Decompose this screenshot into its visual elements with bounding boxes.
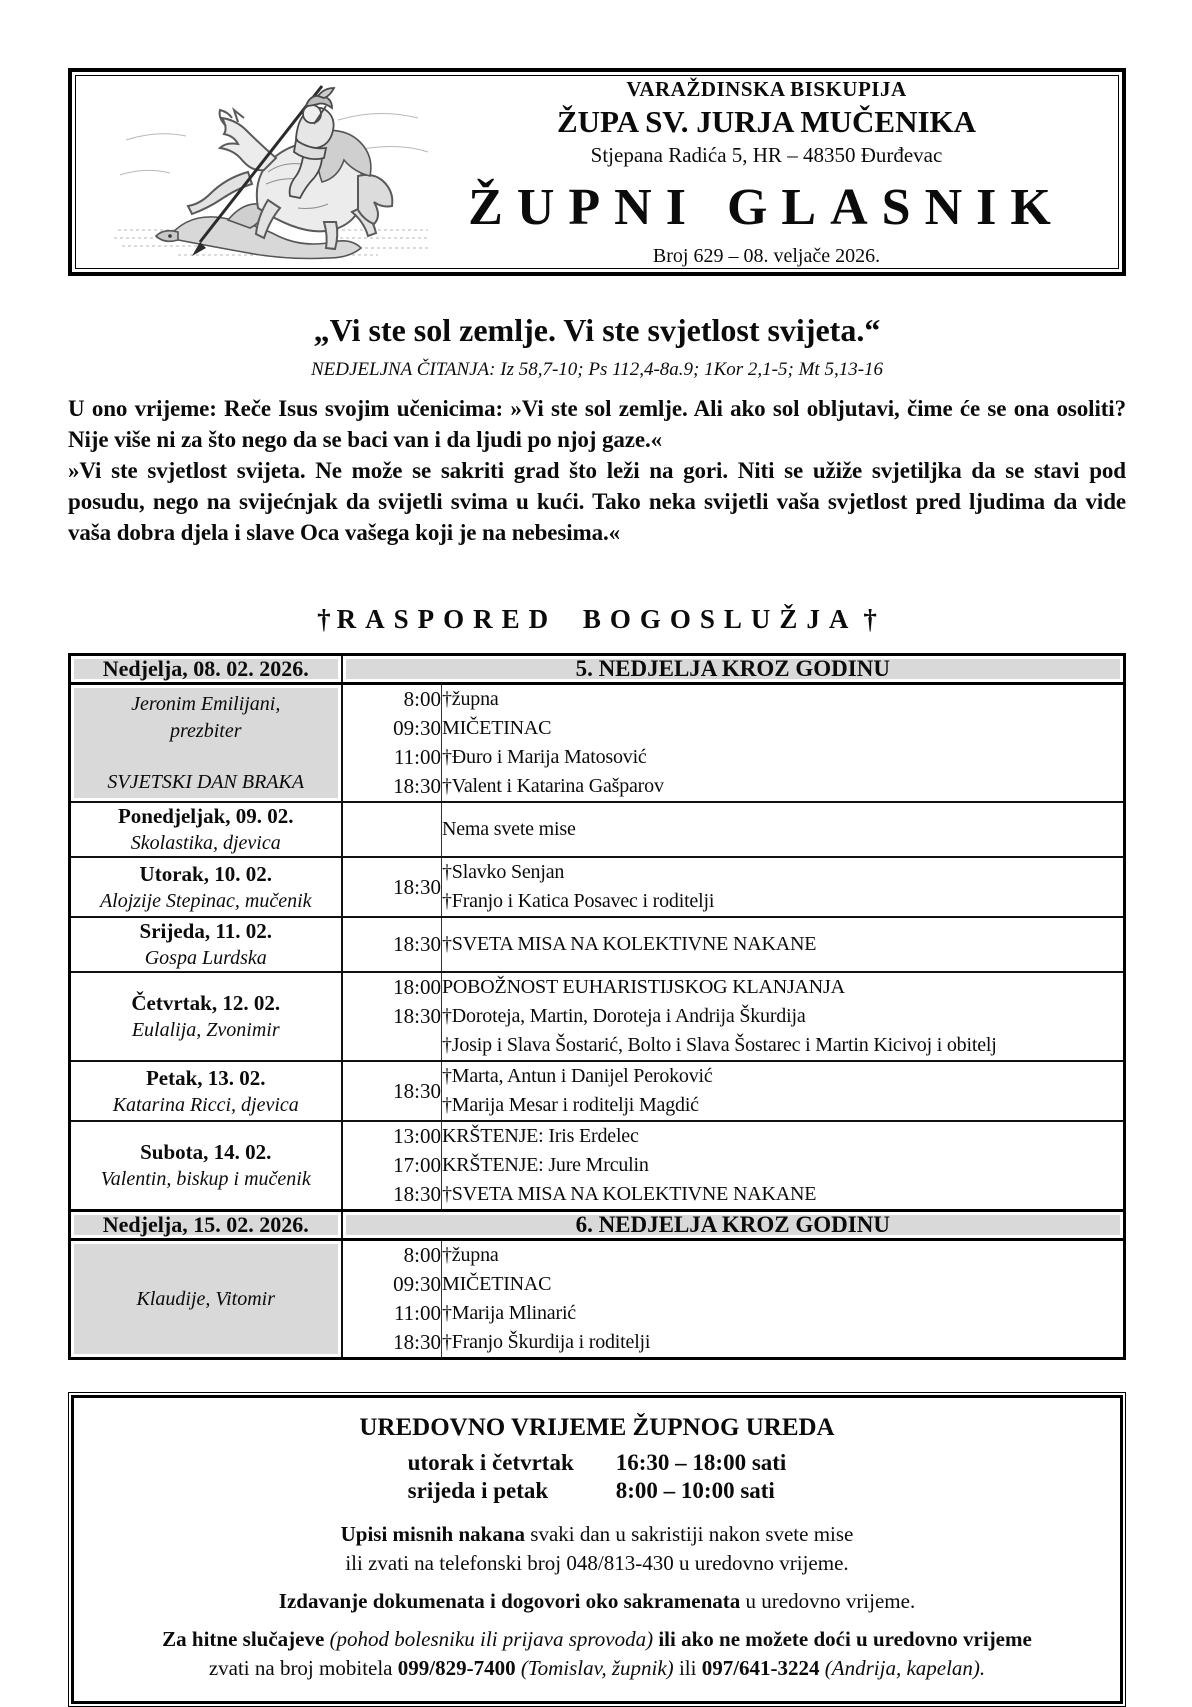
- note-segment: (pohod bolesniku ili prijava sprovoda): [329, 1627, 654, 1651]
- saint-name: Eulalija, Zvonimir: [131, 1019, 280, 1041]
- mass-time: 8:00: [403, 687, 441, 711]
- office-note: [104, 1654, 1090, 1683]
- time-cell: [342, 857, 442, 917]
- time-cell: [342, 1240, 442, 1359]
- date-cell: [70, 1240, 342, 1359]
- schedule-heading: [68, 604, 1126, 635]
- date-cell: [70, 972, 342, 1061]
- schedule-table: [68, 653, 1126, 1360]
- dagger-icon-left: †: [317, 604, 331, 634]
- section-title: 6. NEDJELJA KROZ GODINU: [342, 1211, 1125, 1240]
- intent-cell: [442, 1061, 1125, 1121]
- intent-cell: [442, 857, 1125, 917]
- saint-name: Alojzije Stepinac, mučenik: [99, 889, 312, 912]
- saint-name: Valentin, biskup i mučenik: [100, 1168, 311, 1190]
- day-row: [70, 1121, 1125, 1211]
- saint-name: Katarina Ricci, djevica: [112, 1093, 299, 1116]
- intent-cell: [442, 1240, 1125, 1359]
- mass-time: 09:30: [393, 716, 441, 740]
- day-row: [70, 684, 1125, 803]
- time-cell: [342, 972, 442, 1061]
- gospel-paragraph-1: U ono vrijeme: Reče Isus svojim učenicima: »Vi ste sol zemlje. Ali ako sol obljutavi, čime će se ona osoliti? Nije više ni za što nego da se baci van i da ljudi po njoj gaze.«: [68, 396, 1126, 452]
- day-date: Petak, 13. 02.: [145, 1065, 266, 1090]
- note-segment: ili ako ne možete doći u uredovno vrijeme: [653, 1627, 1032, 1651]
- section-date: Nedjelja, 08. 02. 2026.: [70, 655, 342, 684]
- intent-cell: [442, 1121, 1125, 1211]
- office-note: [104, 1587, 1090, 1616]
- bulletin-title: ŽUPNI GLASNIK: [468, 178, 1065, 236]
- date-cell: [70, 684, 342, 803]
- gospel-section: [68, 312, 1126, 548]
- day-row: [70, 917, 1125, 972]
- schedule-table-body: [70, 655, 1125, 1359]
- office-box-inner: [71, 1395, 1123, 1704]
- mass-time: 13:00: [393, 1124, 441, 1148]
- mass-intention: †SVETA MISA NA KOLEKTIVNE NAKANE: [442, 933, 817, 955]
- time-cell: [342, 917, 442, 972]
- note-segment: Izdavanje dokumenata i dogovori oko sakramenata: [278, 1589, 741, 1613]
- dagger-icon-right: †: [863, 604, 877, 634]
- note-segment: 097/641-3224: [701, 1656, 820, 1680]
- issue-line: Broj 629 – 08. veljače 2026.: [652, 244, 881, 267]
- day-row: [70, 1061, 1125, 1121]
- note-segment: 099/829-7400: [397, 1656, 516, 1680]
- date-cell: [70, 857, 342, 917]
- day-date: Srijeda, 11. 02.: [139, 919, 272, 943]
- saint-name: prezbiter: [170, 720, 242, 742]
- mass-time: 18:30: [393, 1078, 441, 1103]
- mass-time: 18:30: [393, 1182, 441, 1206]
- mass-time: 18:00: [393, 975, 441, 999]
- date-cell: [70, 917, 342, 972]
- day-date: Ponedjeljak, 09. 02.: [117, 804, 294, 828]
- gospel-paragraph-2: »Vi ste svjetlost svijeta. Ne može se sakriti grad što leži na gori. Niti se užiže svjetiljka da se stavi pod posudu, nego na svijećnjak da svijetli svima u kući. Tako neka svijetli vaša svjetlost pred ljudima da vide vaša dobra djela i slave Oca vašega koji je na nebesima.«: [68, 458, 1126, 545]
- intent-cell: [442, 684, 1125, 803]
- saint-name: Jeronim Emilijani,: [131, 693, 281, 715]
- time-cell: [342, 1121, 442, 1211]
- date-cell: [70, 1061, 342, 1121]
- note-segment: ili zvati na telefonski broj 048/813-430 u uredovno vrijeme.: [345, 1551, 849, 1575]
- mass-intention: †Josip i Slava Šostarić, Bolto i Slava Šostarec i Martin Kicivoj i obitelj: [442, 1034, 997, 1056]
- day-date: Utorak, 10. 02.: [139, 861, 272, 886]
- mass-intention: Nema svete mise: [442, 818, 576, 840]
- day-row: [70, 857, 1125, 917]
- intent-cell: [442, 917, 1125, 972]
- note-segment: u uredovno vrijeme.: [740, 1589, 916, 1613]
- mass-intention: MIČETINAC: [442, 1273, 552, 1295]
- saint-name: Klaudije, Vitomir: [136, 1287, 275, 1310]
- office-note: [104, 1520, 1090, 1549]
- gospel-text: [68, 393, 1126, 548]
- mass-time: 18:30: [393, 874, 441, 899]
- mass-intention: KRŠTENJE: Jure Mrculin: [442, 1154, 649, 1176]
- note-segment: ili: [673, 1656, 702, 1680]
- day-row: [70, 972, 1125, 1061]
- mass-time: 8:00: [403, 1243, 441, 1267]
- mass-intention: †Franjo Škurdija i roditelji: [442, 1331, 651, 1353]
- mass-intention: †SVETA MISA NA KOLEKTIVNE NAKANE: [442, 1183, 817, 1205]
- office-box: [68, 1392, 1126, 1707]
- st-george-engraving-svg: [108, 80, 438, 264]
- note-segment: Za hitne slučajeve: [162, 1627, 330, 1651]
- masthead-inner: [75, 75, 1119, 269]
- day-row: [70, 802, 1125, 857]
- parish-address: Stjepana Radića 5, HR – 48350 Đurđevac: [590, 142, 943, 167]
- note-segment: (Andrija, kapelan).: [824, 1656, 986, 1680]
- mass-intention: †Slavko Senjan: [442, 861, 565, 883]
- schedule-heading-text: RASPORED BOGOSLUŽJA: [336, 604, 858, 634]
- mass-time: 18:30: [393, 932, 441, 956]
- intent-cell: [442, 972, 1125, 1061]
- section-header-row: [70, 655, 1125, 684]
- mass-time: 11:00: [393, 745, 441, 769]
- spacer: [71, 745, 341, 769]
- masthead-box: [68, 68, 1126, 276]
- note-segment: Upisi misnih nakana: [340, 1522, 526, 1546]
- mass-time: 17:00: [393, 1153, 441, 1177]
- date-cell: [70, 1121, 342, 1211]
- office-days: utorak i četvrtak: [407, 1450, 574, 1475]
- office-time: 16:30 – 18:00 sati: [615, 1450, 787, 1475]
- gospel-quote-title: „Vi ste sol zemlje. Vi ste svjetlost svijeta.“: [313, 312, 881, 348]
- section-date: Nedjelja, 15. 02. 2026.: [70, 1211, 342, 1240]
- saint-name: Gospa Lurdska: [144, 947, 267, 969]
- mass-intention: †župna: [442, 688, 499, 710]
- office-title: UREDOVNO VRIJEME ŽUPNOG UREDA: [359, 1414, 835, 1441]
- mass-intention: MIČETINAC: [442, 717, 552, 739]
- mass-intention: †Marija Mesar i roditelji Magdić: [442, 1094, 699, 1116]
- day-note: SVJETSKI DAN BRAKA: [107, 771, 305, 793]
- parish-name: ŽUPA SV. JURJA MUČENIKA: [556, 103, 977, 139]
- time-cell: [342, 802, 442, 857]
- sunday-readings: NEDJELJNA ČITANJA: Iz 58,7-10; Ps 112,4-8a.9; 1Kor 2,1-5; Mt 5,13-16: [310, 359, 884, 380]
- office-hours: [408, 1450, 787, 1504]
- mass-intention: POBOŽNOST EUHARISTIJSKOG KLANJANJA: [442, 976, 845, 998]
- office-note: [104, 1625, 1090, 1654]
- time-cell: [342, 684, 442, 803]
- mass-intention: †Marta, Antun i Danijel Peroković: [442, 1065, 713, 1087]
- time-cell: [342, 1061, 442, 1121]
- mass-time: 18:30: [393, 1330, 441, 1354]
- masthead-text: [445, 77, 1118, 268]
- mass-intention: †Franjo i Katica Posavec i roditelji: [442, 890, 715, 912]
- st-george-image: [76, 76, 445, 268]
- office-notes: [104, 1520, 1090, 1683]
- mass-intention: †župna: [442, 1244, 499, 1266]
- note-segment: zvati na broj mobitela: [208, 1656, 398, 1680]
- office-days: srijeda i petak: [407, 1478, 549, 1503]
- mass-intention: †Doroteja, Martin, Doroteja i Andrija Škurdija: [442, 1005, 806, 1027]
- date-cell: [70, 802, 342, 857]
- section-title: 5. NEDJELJA KROZ GODINU: [342, 655, 1125, 684]
- mass-intention: †Marija Mlinarić: [442, 1302, 576, 1324]
- mass-time: 18:30: [393, 774, 441, 798]
- day-date: Subota, 14. 02.: [140, 1140, 272, 1164]
- mass-intention: †Đuro i Marija Matosović: [442, 746, 647, 768]
- office-time: 8:00 – 10:00 sati: [615, 1478, 775, 1503]
- mass-time: 11:00: [393, 1301, 441, 1325]
- day-row: [70, 1240, 1125, 1359]
- mass-time: [343, 1031, 442, 1060]
- intent-cell: [442, 802, 1125, 857]
- mass-time: 09:30: [393, 1272, 441, 1296]
- day-date: Četvrtak, 12. 02.: [131, 991, 281, 1015]
- mass-intention: KRŠTENJE: Iris Erdelec: [442, 1125, 639, 1147]
- note-segment: svaki dan u sakristiji nakon svete mise: [525, 1522, 854, 1546]
- diocese-name: VARAŽDINSKA BISKUPIJA: [626, 76, 907, 101]
- note-segment: (Tomislav, župnik): [520, 1656, 674, 1680]
- mass-intention: †Valent i Katarina Gašparov: [442, 775, 664, 797]
- section-header-row: [70, 1211, 1125, 1240]
- office-note: [104, 1549, 1090, 1578]
- saint-name: Skolastika, djevica: [130, 832, 281, 854]
- mass-time: 18:30: [393, 1004, 441, 1028]
